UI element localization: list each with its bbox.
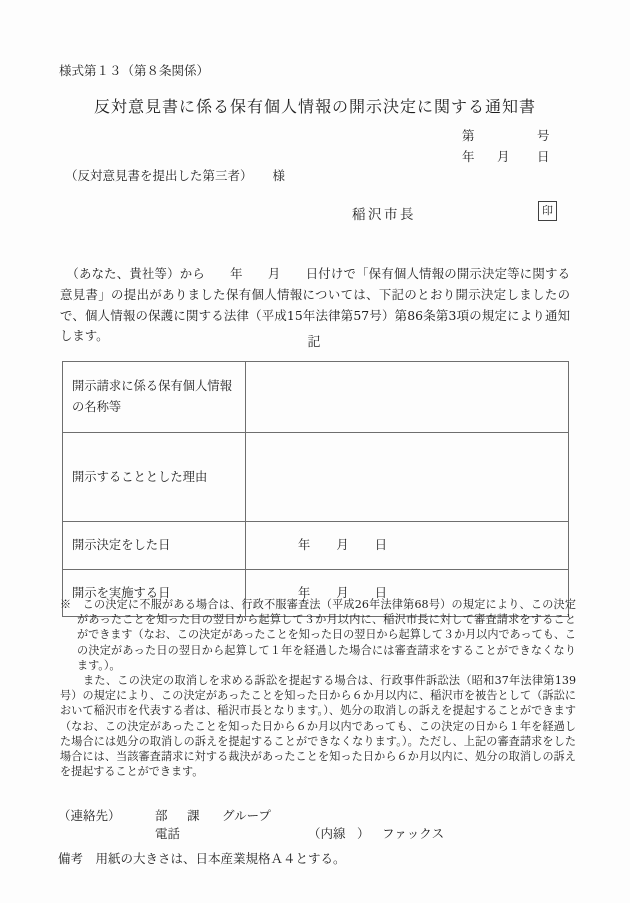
contact-department-label: 部	[155, 808, 168, 823]
date-month-label: 月	[497, 149, 510, 164]
row-value-decision-date: 年 月 日	[246, 522, 569, 570]
note-lawsuit-paragraph: また、この決定の取消しを求める訴訟を提起する場合は、行政事件訴訟法（昭和37年法律第139号）の規定により、この決定があったことを知った日から６か月以内に、稲沢市を被告として（訴訟において稲沢市を代表する者は、稲沢市長となります。）、処分の取消しの訴えを提起することができます（なお、この決定があったことを知った日から６か月以内であっても、この決定の日から１年を経過した場合には処分の取消しの訴えを提起することができなくなります。）。ただし、上記の審査請求をした場合には、当該審査請求に対する裁決があったことを知った日から６か月以内に、処分の取消しの訴えを提起することができます。	[60, 674, 576, 779]
seal-stamp-box: 印	[538, 201, 557, 221]
contact-section-label: 課	[187, 808, 200, 823]
disclosure-table	[62, 361, 569, 617]
sender-name: 稲沢市長	[352, 207, 416, 223]
table-row	[63, 522, 569, 570]
contact-label: （連絡先）	[58, 808, 121, 823]
doc-number-prefix: 第	[462, 128, 475, 143]
table-row	[63, 433, 569, 522]
row-value-implementation-date: 年 月 日	[246, 570, 569, 617]
doc-number-suffix: 号	[537, 128, 550, 143]
addressee-line	[65, 166, 285, 184]
body-paragraph: （あなた、貴社等）から 年 月 日付けで「保有個人情報の開示決定等に関する意見書」の提出がありました保有個人情報については、下記のとおり開示決定しましたので、個人情報の保護に関する法律（平成15年法律第57号）第86条第3項の規定により通知します。	[60, 266, 570, 344]
row-label-decision-date: 開示決定をした日	[63, 522, 246, 570]
addressee-honorific: 様	[272, 168, 286, 183]
note-appeal-paragraph: ※ この決定に不服がある場合は、行政不服審査法（平成26年法律第68号）の規定により、この決定があったことを知った日の翌日から起算して３か月以内に、稲沢市長に対して審査請求をすることができます（なお、この決定があったことを知った日の翌日から起算して３か月以内であっても、この決定があった日の翌日から起算して１年を経過した場合には審査請求をすることができなくなります。）。	[60, 598, 577, 672]
row-label-implementation-date: 開示を実施する日	[63, 570, 246, 617]
contact-extension-open: （内線	[308, 826, 346, 841]
row-value-information-name	[246, 362, 569, 433]
contact-telephone-label: 電話	[155, 826, 181, 841]
date-day-label: 日	[537, 149, 550, 164]
document-title: 反対意見書に係る保有個人情報の開示決定に関する通知書	[93, 97, 536, 116]
contact-fax-label: ファックス	[382, 826, 445, 841]
row-label-disclosure-reason: 開示することとした理由	[63, 433, 246, 522]
remarks-line: 備考 用紙の大きさは、日本産業規格Ａ４とする。	[58, 851, 346, 866]
row-value-disclosure-reason	[246, 433, 569, 522]
addressee-label: （反対意見書を提出した第三者）	[65, 168, 253, 183]
contact-extension-close: ）	[357, 826, 370, 841]
legal-notes	[60, 597, 576, 779]
ki-heading: 記	[307, 335, 321, 350]
contact-block	[58, 806, 578, 846]
date-year-label: 年	[462, 149, 475, 164]
contact-group-label: グループ	[222, 808, 272, 823]
form-number: 様式第１３（第８条関係）	[59, 63, 210, 78]
table-row	[63, 362, 569, 433]
row-label-information-name: 開示請求に係る保有個人情報の名称等	[63, 362, 246, 433]
